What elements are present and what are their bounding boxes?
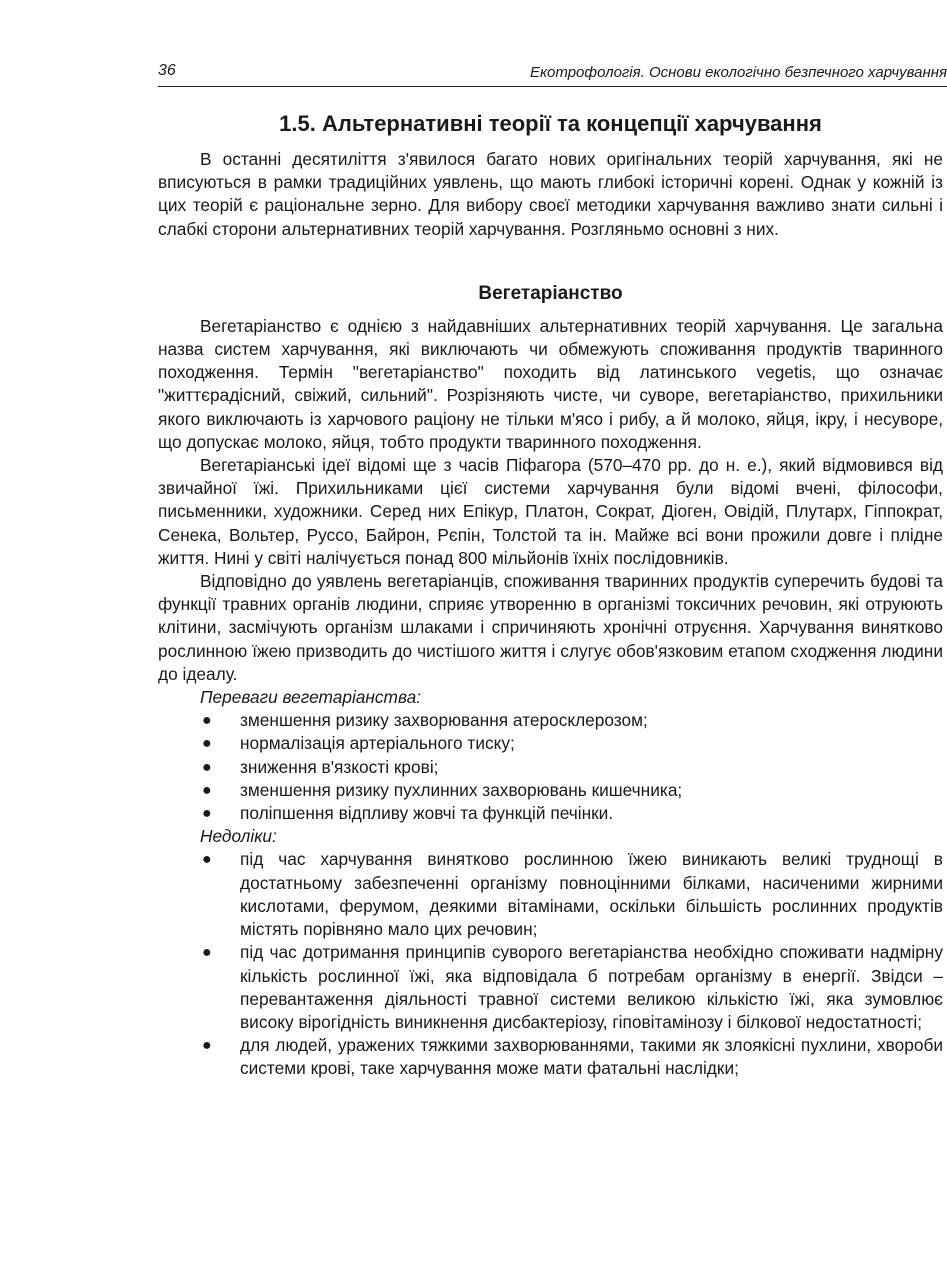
list-item bbox=[158, 756, 943, 779]
list-item-text: нормалізація артеріального тиску; bbox=[240, 733, 515, 754]
section-title: 1.5. Альтернативні теорії та концепції харчування bbox=[279, 111, 822, 136]
running-title: Екотрофологія. Основи екологічно безпечного харчування bbox=[529, 64, 947, 81]
list-item bbox=[158, 732, 943, 755]
bullet-icon: ● bbox=[202, 735, 212, 753]
list-item-text: зниження в'язкості крові; bbox=[240, 756, 439, 777]
bullet-icon: ● bbox=[202, 781, 212, 799]
list-item-text: зменшення ризику захворювання атеросклерозом; bbox=[240, 710, 648, 731]
list-item bbox=[158, 709, 943, 732]
bullet-icon: ● bbox=[202, 944, 212, 962]
bullet-icon: ● bbox=[202, 851, 212, 869]
subsection-title: Вегетаріанство bbox=[478, 282, 623, 304]
bullet-icon: ● bbox=[202, 712, 212, 730]
disadvantages-heading: Недоліки: bbox=[200, 826, 277, 847]
list-item-text: під час дотримання принципів суворого вегетаріанства необхідно споживати надмірну кількість рослинної їжі, яка відповідала б потребам організму в енергії. Звідси – перевантаження діяльності травної системи великою кількістю їжі, яка зумовлює високу вірогідність виникнення дисбактеріозу, гіповітамінозу і білкової недостатності; bbox=[240, 942, 943, 1032]
list-item bbox=[158, 802, 943, 825]
advantages-list bbox=[158, 709, 943, 825]
intro-paragraph: В останні десятиліття з'явилося багато нових оригінальних теорій харчування, які не вписуються в рамки традиційних уявлень, що мають глибокі історичні корені. Однак у кожній із цих теорій є раціональне зерно. Для вибору своєї методики харчування важливо знати сильні і слабкі сторони альтернативних теорій харчування. Розгляньмо основні з них. bbox=[158, 149, 943, 239]
list-item-text: для людей, уражених тяжкими захворюваннями, такими як злоякісні пухлини, хвороби системи крові, таке харчування може мати фатальні наслідки; bbox=[240, 1035, 943, 1079]
body-paragraph: Відповідно до уявлень вегетаріанців, споживання тваринних продуктів суперечить будові та функції травних органів людини, сприяє утворенню в організмі токсичних речовин, які отруюють клітини, засмічують організм шлаками і спричиняють хронічні отруєння. Харчування винятково рослинною їжею призводить до чистішого життя і слугує обов'язковим етапом сходження людини до ідеалу. bbox=[158, 571, 943, 684]
list-item-text: поліпшення відпливу жовчі та функцій печінки. bbox=[240, 803, 614, 824]
page-number: 36 bbox=[158, 62, 176, 79]
list-item-text: під час харчування винятково рослинною їжею виникають великі труднощі в достатньому забезпеченні організму повноцінними білками, насиченими жирними кислотами, ферумом, деякими вітамінами, оскільки більшість рослинних продуктів містять порівняно мало цих речовин; bbox=[240, 849, 943, 940]
list-item bbox=[158, 941, 943, 1034]
list-item-text: зменшення ризику пухлинних захворювань кишечника; bbox=[240, 779, 683, 800]
bullet-icon: ● bbox=[202, 1037, 212, 1055]
list-item bbox=[158, 779, 943, 802]
bullet-icon: ● bbox=[202, 758, 212, 776]
disadvantages-list bbox=[158, 848, 943, 1080]
body-paragraph: Вегетаріанські ідеї відомі ще з часів Піфагора (570–470 рр. до н. е.), який відмовився від звичайної їжі. Прихильниками цієї системи харчування були відомі вчені, філософи, письменники, художники. Серед них Епікур, Платон, Сократ, Діоген, Овідій, Плутарх, Гіппократ, Сенека, Вольтер, Руссо, Байрон, Рєпін, Толстой та ін. Майже всі вони прожили довге і плідне життя. Нині у світі налічується понад 800 мільйонів їхніх послідовників. bbox=[158, 455, 943, 568]
bullet-icon: ● bbox=[202, 805, 212, 823]
list-item bbox=[158, 848, 943, 941]
list-item bbox=[158, 1034, 943, 1080]
body-paragraph: Вегетаріанство є однією з найдавніших альтернативних теорій харчування. Це загальна назва систем харчування, які виключають чи обмежують споживання продуктів тваринного походження. Термін "вегетаріанство" походить від латинського vegetis, що означає "життєрадісний, свіжий, сильний". Розрізняють чисте, чи суворе, вегетаріанство, прихильники якого виключають із харчового раціону не тільки м'ясо і рибу, а й молоко, яйця, ікру, і несуворе, що допускає молоко, яйця, тобто продукти тваринного походження. bbox=[158, 315, 943, 452]
running-header bbox=[158, 56, 947, 87]
advantages-heading: Переваги вегетаріанства: bbox=[200, 687, 422, 708]
page-body bbox=[158, 110, 943, 1081]
